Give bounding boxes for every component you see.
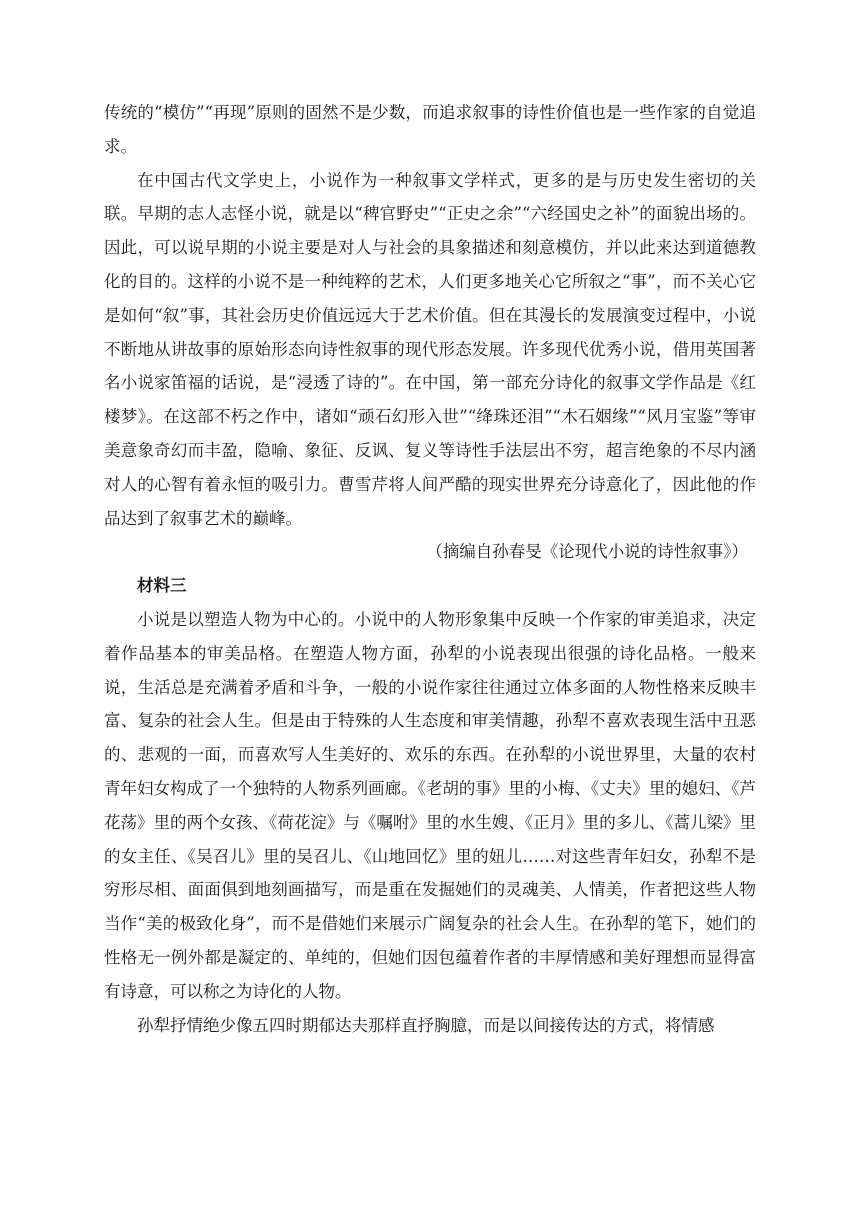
paragraph-lyric: 孙犁抒情绝少像五四时期郁达夫那样直抒胸臆，而是以间接传达的方式，将情感: [137, 1015, 715, 1035]
document-page: [104, 96, 756, 1042]
paragraph-continued: 传统的“模仿”“再现”原则的固然不是少数，而追求叙事的诗性价值也是一些作家的自觉追求。: [104, 103, 756, 156]
paragraph-character: 小说是以塑造人物为中心的。小说中的人物形象集中反映一个作家的审美追求，决定着作品基本的审美品格。在塑造人物方面，孙犁的小说表现出很强的诗化品格。一般来说，生活总是充满着矛盾和斗争，一般的小说作家往往通过立体多面的人物性格来反映丰富、复杂的社会人生。但是由于特殊的人生态度和审美情趣，孙犁不喜欢表现生活中丑恶的、悲观的一面，而喜欢写人生美好的、欢乐的东西。在孙犁的小说世界里，大量的农村青年妇女构成了一个独特的人物系列画廊。《老胡的事》里的小梅、《丈夫》里的媳妇、《芦花荡》里的两个女孩、《荷花淀》与《嘱咐》里的水生嫂、《正月》里的多儿、《蒿儿梁》里的女主任、《吴召儿》里的吴召儿、《山地回忆》里的妞儿……对这些青年妇女，孙犁不是穷形尽相、面面俱到地刻画描写，而是重在发掘她们的灵魂美、人情美，作者把这些人物当作“美的极致化身”，而不是借她们来展示广阔复杂的社会人生。在孙犁的笔下，她们的性格无一例外都是凝定的、单纯的，但她们因包蕴着作者的丰厚情感和美好理想而显得富有诗意，可以称之为诗化的人物。: [104, 609, 756, 1001]
paragraph-history: 在中国古代文学史上，小说作为一种叙事文学样式，更多的是与历史发生密切的关联。早期的志人志怪小说，就是以“稗官野史”“正史之余”“六经国史之补”的面貌出场的。因此，可以说早期的小说主要是对人与社会的具象描述和刻意模仿，并以此来达到道德教化的目的。这样的小说不是一种纯粹的艺术，人们更多地关心它所叙之“事”，而不关心它是如何“叙”事，其社会历史价值远远大于艺术价值。但在其漫长的发展演变过程中，小说不断地从讲故事的原始形态向诗性叙事的现代形态发展。许多现代优秀小说，借用英国著名小说家笛福的话说，是“浸透了诗的”。在中国，第一部充分诗化的叙事文学作品是《红楼梦》。在这部不朽之作中，诸如“顽石幻形入世”“绛珠还泪”“木石姻缘”“风月宝鉴”等审美意象奇幻而丰盈，隐喻、象征、反讽、复义等诗性手法层出不穷，超言绝象的不尽内涵对人的心智有着永恒的吸引力。曹雪芹将人间严酷的现实世界充分诗意化了，因此他的作品达到了叙事艺术的巅峰。: [104, 170, 756, 528]
section-heading: 材料三: [137, 576, 187, 596]
source-citation: （摘编自孙春旻《论现代小说的诗性叙事》）: [426, 542, 748, 562]
